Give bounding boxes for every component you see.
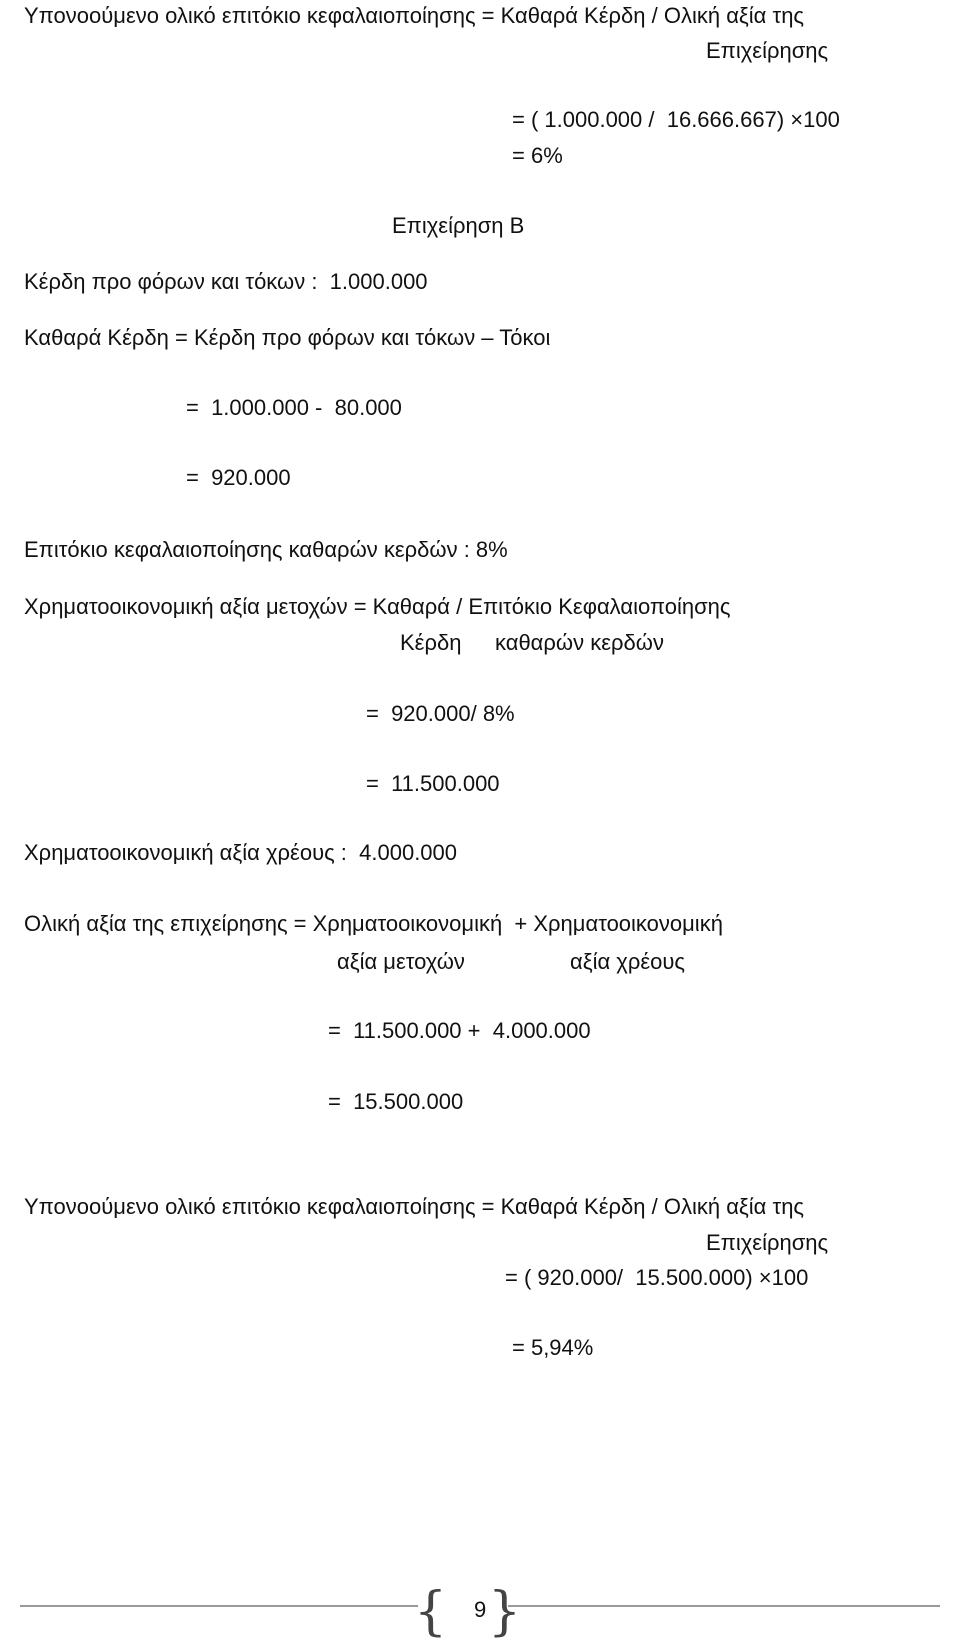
firm-a-implied-rate-result: = 6% (512, 143, 563, 168)
ebit-line: Κέρδη προ φόρων και τόκων : 1.000.000 (24, 269, 428, 294)
total-value-formula: Ολική αξία της επιχείρησης = Χρηματοοικονομική + Χρηματοοικονομική (24, 911, 723, 936)
firm-b-implied-rate-header: Υπονοούμενο ολικό επιτόκιο κεφαλαιοποίησης = Καθαρά Κέρδη / Ολική αξία της (24, 1194, 805, 1219)
firm-a-implied-rate-header-cont: Επιχείρησης (706, 38, 829, 63)
equity-value-result: = 11.500.000 (366, 771, 500, 796)
total-value-formula-sub-a: αξία μετοχών (337, 949, 465, 974)
firm-a-implied-rate-header: Υπονοούμενο ολικό επιτόκιο κεφαλαιοποίησης = Καθαρά Κέρδη / Ολική αξία της (24, 3, 805, 28)
total-value-formula-sub-b: αξία χρέους (570, 949, 686, 974)
cap-rate-line: Επιτόκιο κεφαλαιοποίησης καθαρών κερδών : 8% (24, 537, 508, 562)
firm-b-implied-rate-result: = 5,94% (512, 1335, 594, 1360)
firm-b-implied-rate-header-cont: Επιχείρησης (706, 1230, 829, 1255)
firm-b-implied-rate-calc: = ( 920.000/ 15.500.000) ×100 (505, 1265, 809, 1290)
equity-value-formula-sub-a: Κέρδη (400, 630, 462, 655)
footer-rule-left (20, 1605, 418, 1607)
footer-rule-right (508, 1605, 940, 1607)
total-value-result: = 15.500.000 (328, 1089, 464, 1114)
firm-a-implied-rate-calc: = ( 1.000.000 / 16.666.667) ×100 (512, 107, 840, 132)
page-number: 9 (474, 1597, 487, 1622)
net-profit-calc: = 1.000.000 - 80.000 (186, 395, 402, 420)
net-profit-formula: Καθαρά Κέρδη = Κέρδη προ φόρων και τόκων – Τόκοι (24, 325, 551, 350)
equity-value-calc: = 920.000/ 8% (366, 701, 515, 726)
net-profit-result: = 920.000 (186, 465, 291, 490)
equity-value-formula-sub-b: καθαρών κερδών (495, 630, 664, 655)
equity-value-formula: Χρηματοοικονομική αξία μετοχών = Καθαρά / Επιτόκιο Κεφαλαιοποίησης (24, 594, 731, 619)
debt-value-line: Χρηματοοικονομική αξία χρέους : 4.000.000 (24, 840, 458, 865)
firm-b-heading: Επιχείρηση Β (392, 213, 525, 238)
total-value-calc: = 11.500.000 + 4.000.000 (328, 1018, 591, 1043)
footer-brace-left: { (414, 1582, 448, 1642)
footer-brace-right: } (488, 1582, 522, 1642)
